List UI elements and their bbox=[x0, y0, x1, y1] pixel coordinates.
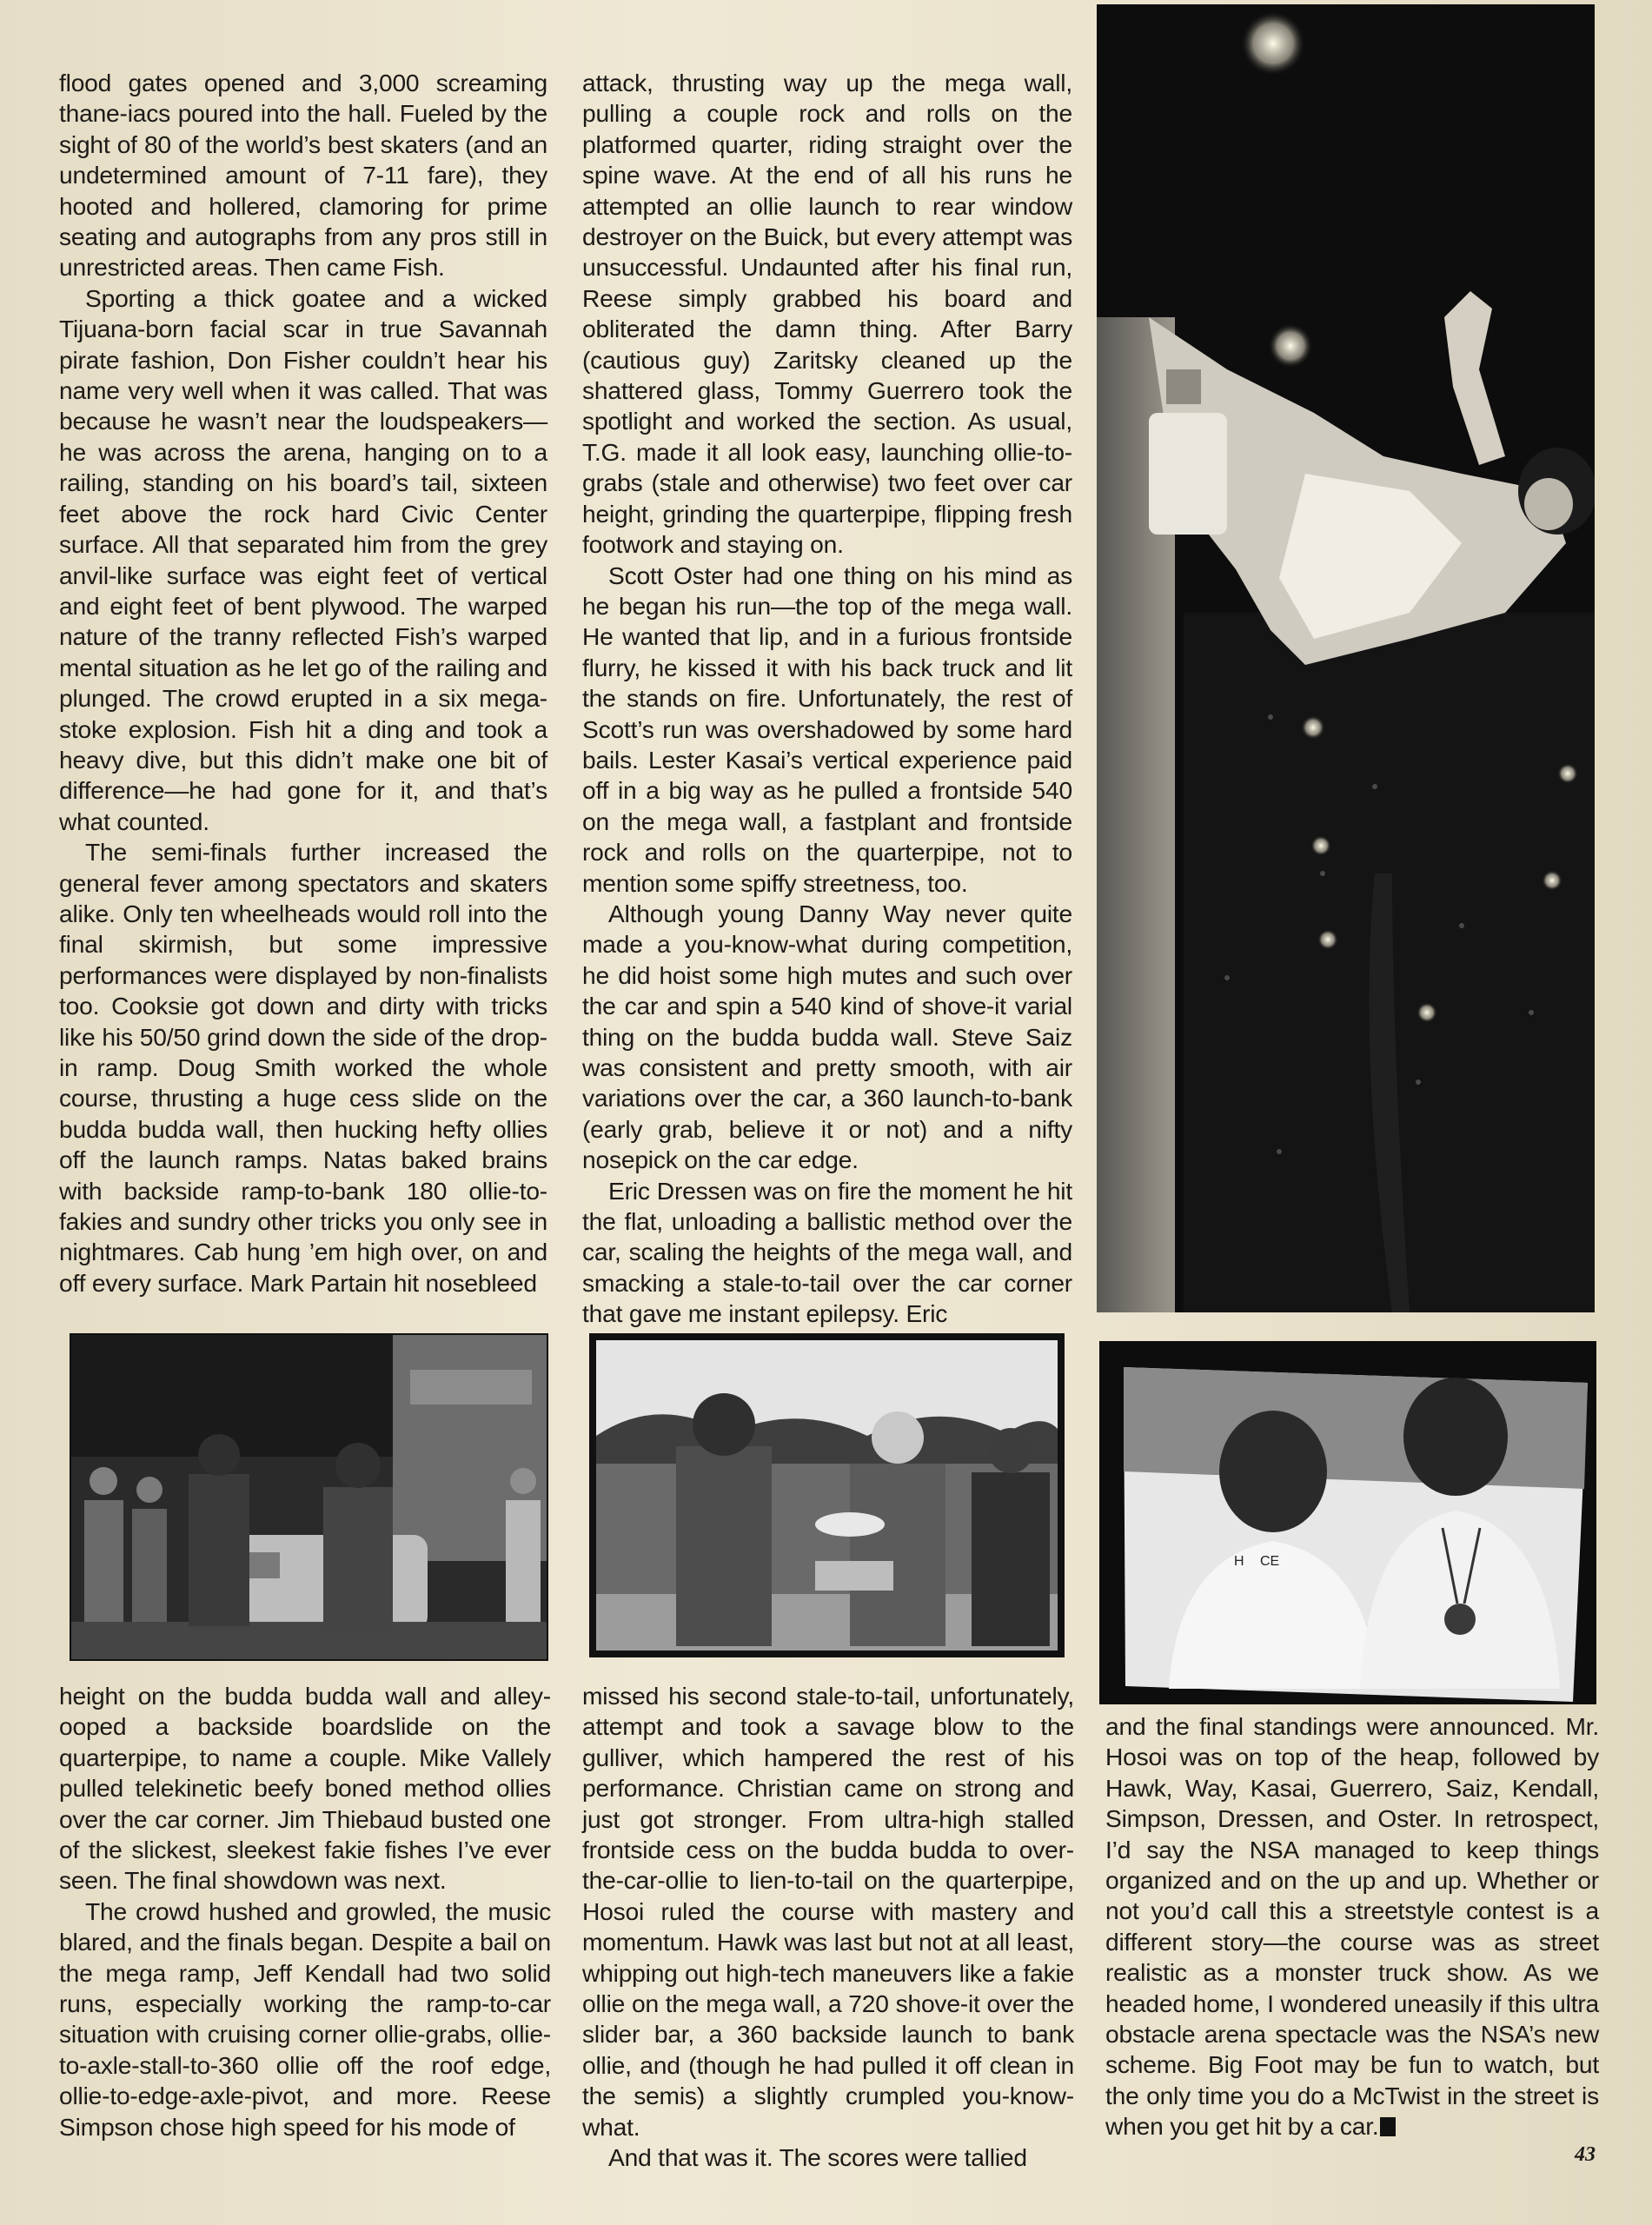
kid-shirt-text-right: CE bbox=[1260, 1554, 1280, 1569]
kid-shirt-text-left: H bbox=[1234, 1554, 1244, 1569]
paragraph: The semi-finals further increased the general fever among spectators and skaters alike. Only ten wheelheads would roll into the final skirmish, but some impressive performances were displayed by non-finalists too. Cooksie got down and dirty with tricks like his 50/50 grind down the side of the drop-in ramp. Doug Smith worked the whole course, thrusting a huge cess slide on the budda budda wall, then hucking hefty ollies off the launch ramps. Natas baked brains with backside ramp-to-bank 180 ollie-to-fakies and sundry other tricks you only see in nightmares. Cab hung ’em high over, on and off every surface. Mark Partain hit nosebleed bbox=[59, 838, 547, 1297]
article-column-1-top bbox=[59, 68, 547, 1298]
trophy-presentation-photo bbox=[589, 1333, 1065, 1657]
paragraph: The crowd hushed and growled, the music blared, and the finals began. Despite a bail on the mega ramp, Jeff Kendall had two solid runs, especially working the ramp-to-car situation with cruising corner ollie-grabs, ollie-to-axle-stall-to-360 ollie off the roof edge, ollie-to-edge-axle-pivot, and more. Reese Simpson chose high speed for his mode of bbox=[59, 1896, 551, 2141]
end-of-article-mark bbox=[1380, 2117, 1396, 2136]
article-column-1-bottom bbox=[59, 1681, 551, 2142]
paragraph: missed his second stale-to-tail, unfortunately, attempt and took a savage blow to the gulliver, which hampered the rest of his performance. Christian came on strong and just got stronger. From ultra-high stalled frontside cess on the budda budda to over-the-car-ollie to lien-to-tail on the quarterpipe, Hosoi ruled the course with mastery and momentum. Hawk was last but not at all least, whipping out high-tech maneuvers like a fakie ollie on the mega wall, a 720 shove-it over the slider bar, a 360 backside launch to bank ollie, and (though he had pulled it off clean in the semis) a slightly crumpled you-know-what. bbox=[582, 1682, 1074, 2141]
skater-vertical-photo bbox=[1097, 4, 1595, 1312]
paragraph-text: and the final standings were announced. Mr. Hosoi was on top of the heap, followed by Hawk, Way, Kasai, Guerrero, Saiz, Kendall, Simpson, Dressen, and Oster. In retrospect, I’d say the NSA managed to keep things organized and on the up and up. Whether or not you’d call this a streetstyle contest is a different story—the course was as street realistic as a monster truck show. As we headed home, I wondered uneasily if this ultra obstacle arena spectacle was the NSA’s new scheme. Big Foot may be fun to watch, but the only time you do a McTwist in the street is when you get hit by a car. bbox=[1105, 1712, 1599, 2141]
police-photo-illustration bbox=[71, 1335, 547, 1659]
paragraph: Scott Oster had one thing on his mind as he began his run—the top of the mega wall. He wanted that lip, and in a furious frontside flurry, he kissed it with his back truck and lit the stands on fire. Unfortunately, the rest of Scott’s run was overshadowed by some hard bails. Lester Kasai’s vertical experience paid off in a big way as he pulled a frontside 540 on the mega wall, a fastplant and frontside rock and rolls on the quarterpipe, not to mention some spiffy streetness, too. bbox=[582, 561, 1072, 897]
page-number: 43 bbox=[1575, 2143, 1596, 2166]
paragraph: flood gates opened and 3,000 screaming thane-iacs poured into the hall. Fueled by the sight of 80 of the world’s best skaters (and an undetermined amount of 7-11 fare), they hooted and hollered, clamoring for prime seating and autographs from any pros still in unrestricted areas. Then came Fish. bbox=[59, 69, 547, 282]
article-column-2-bottom bbox=[582, 1681, 1074, 2174]
paragraph-final bbox=[1105, 1711, 1599, 2142]
paragraph: And that was it. The scores were tallied bbox=[608, 2143, 1027, 2172]
article-column-3-bottom bbox=[1105, 1711, 1599, 2142]
police-crowd-photo bbox=[70, 1333, 548, 1661]
paragraph: height on the budda budda wall and alley-ooped a backside boardslide on the quarterpipe, to name a couple. Mike Vallely pulled telekinetic beefy boned method ollies over the car corner. Jim Thiebaud busted one of the slickest, sleekest fakie fishes I’ve ever seen. The final showdown was next. bbox=[59, 1682, 551, 1895]
smiling-kids-photo bbox=[1099, 1341, 1596, 1704]
paragraph: Eric Dressen was on fire the moment he hit the flat, unloading a ballistic method over the car, scaling the heights of the mega wall, and smacking a stale-to-tail over the car corner that gave me instant epilepsy. Eric bbox=[582, 1176, 1072, 1328]
kids-photo-illustration bbox=[1099, 1341, 1596, 1704]
paragraph: Although young Danny Way never quite made a you-know-what during competition, he did hoist some high mutes and such over the car and spin a 540 kind of shove-it varial thing on the budda budda wall. Steve Saiz was consistent and pretty smooth, with air variations over the car, a 360 launch-to-bank (early grab, believe it or not) and a nifty nosepick on the car edge. bbox=[582, 899, 1072, 1174]
article-column-2-top bbox=[582, 68, 1072, 1330]
award-photo-illustration bbox=[589, 1333, 1065, 1657]
paragraph: Sporting a thick goatee and a wicked Tijuana-born facial scar in true Savannah pirate fashion, Don Fisher couldn’t hear his name very well when it was called. That was because he wasn’t near the loudspeakers—he was across the arena, hanging on to a railing, standing on his board’s tail, sixteen feet above the rock hard Civic Center surface. All that separated him from the grey anvil-like surface was eight feet of vertical and eight feet of bent plywood. The warped nature of the tranny reflected Fish’s warped mental situation as he let go of the railing and plunged. The crowd erupted in a six mega-stoke explosion. Fish hit a ding and took a heavy dive, but this didn’t make one bit of difference—he had gone for it, and that’s what counted. bbox=[59, 283, 547, 835]
skater-photo-illustration bbox=[1097, 4, 1595, 1312]
paragraph: attack, thrusting way up the mega wall, pulling a couple rock and rolls on the platformed quarter, riding straight over the spine wave. At the end of all his runs he attempted an ollie launch to rear window destroyer on the Buick, but every attempt was unsuccessful. Undaunted after his final run, Reese simply grabbed his board and obliterated the damn thing. After Barry (cautious guy) Zaritsky cleaned up the shattered glass, Tommy Guerrero took the spotlight and worked the section. As usual, T.G. made it all look easy, launching ollie-to-grabs (stale and otherwise) two feet over car height, grinding the quarterpipe, flipping fresh footwork and staying on. bbox=[582, 69, 1072, 559]
